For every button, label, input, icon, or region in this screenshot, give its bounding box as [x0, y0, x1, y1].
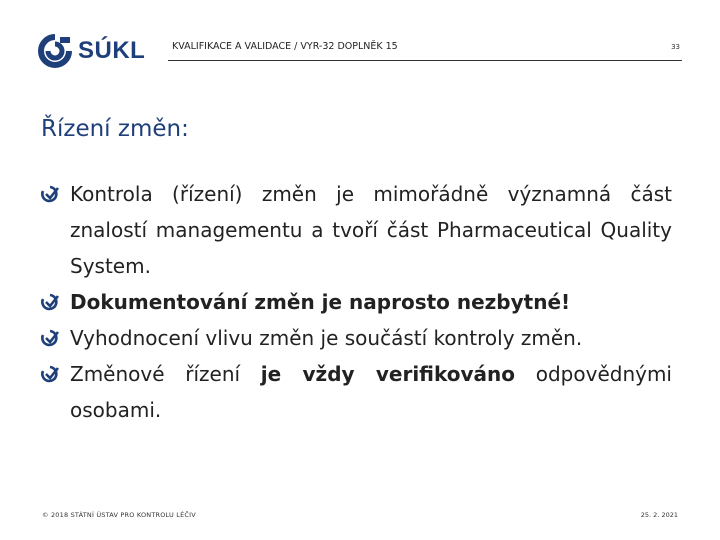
page-number: 33 — [671, 43, 680, 51]
footer-copyright: © 2018 STÁTNÍ ÚSTAV PRO KONTROLU LÉČIV — [42, 511, 196, 519]
logo-text: SÚKL — [78, 37, 146, 64]
sukl-logo — [38, 34, 145, 68]
bullet-item — [40, 176, 672, 284]
bullet-text-pre: Změnové řízení — [70, 362, 261, 386]
bullet-list — [40, 176, 672, 428]
bullet-text: Dokumentování změn je naprosto nezbytné! — [70, 290, 571, 314]
header-title: KVALIFIKACE A VALIDACE / VYR-32 DOPLNĚK 15 — [172, 41, 398, 52]
bullet-text: Vyhodnocení vlivu změn je součástí kontroly změn. — [70, 326, 583, 350]
bullet-item — [40, 356, 672, 428]
bullet-text-post: odpovědnými osobami. — [70, 362, 672, 422]
bullet-item — [40, 320, 672, 356]
bullet-text: Kontrola (řízení) změn je mimořádně významná část znalostí managementu a tvoří část Pharmaceutical Quality System. — [70, 182, 672, 278]
sukl-logo-icon — [38, 34, 72, 68]
footer-date: 25. 2. 2021 — [640, 511, 678, 519]
arrow-bullet-icon — [40, 329, 61, 347]
slide-title: Řízení změn: — [41, 116, 189, 142]
arrow-bullet-icon — [40, 365, 61, 383]
header-divider — [168, 60, 682, 61]
bullet-item — [40, 284, 672, 320]
arrow-bullet-icon — [40, 185, 61, 203]
arrow-bullet-icon — [40, 293, 61, 311]
bullet-text-emphasis: je vždy verifikováno — [260, 362, 516, 386]
